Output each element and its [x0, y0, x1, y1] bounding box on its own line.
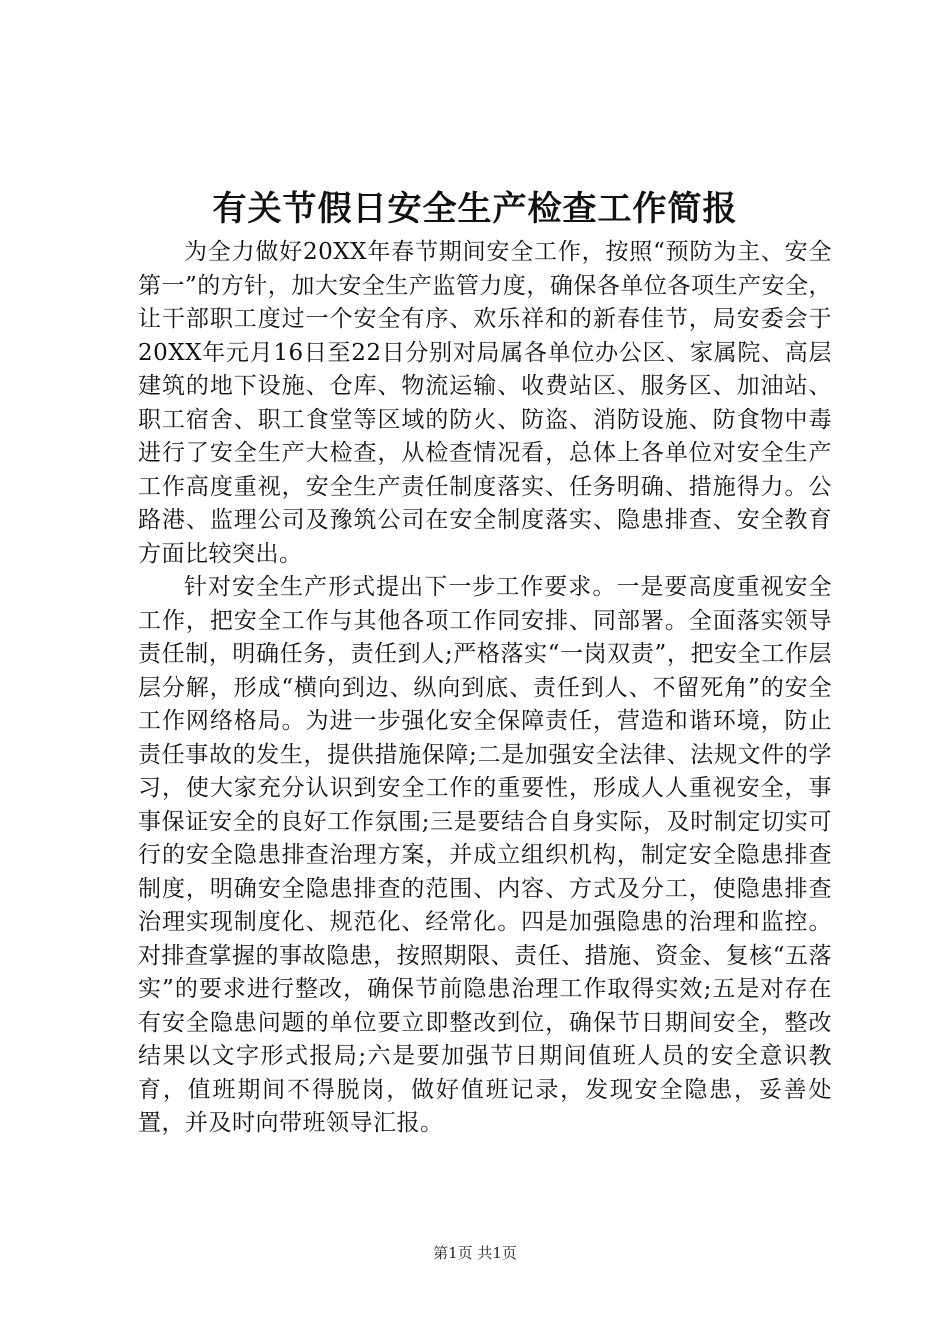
paragraph-2: 针对安全生产形式提出下一步工作要求。一是要高度重视安全工作，把安全工作与其他各项工作同安排、同部署。全面落实领导责任制，明确任务，责任到人;严格落实“一岗双责”，把安全工作层层分解，形成“横向到边、纵向到底、责任到人、不留死角”的安全工作网络格局。为进一步强化安全保障责任，营造和谐环境，防止责任事故的发生，提供措施保障;二是加强安全法律、法规文件的学习，使大家充分认识到安全工作的重要性，形成人人重视安全，事事保证安全的良好工作氛围;三是要结合自身实际，及时制定切实可行的安全隐患排查治理方案，并成立组织机构，制定安全隐患排查制度，明确安全隐患排查的范围、内容、方式及分工，使隐患排查治理实现制度化、规范化、经常化。四是加强隐患的治理和监控。对排查掌握的事故隐患，按照期限、责任、措施、资金、复核“五落实”的要求进行整改，确保节前隐患治理工作取得实效;五是对存在有安全隐患问题的单位要立即整改到位，确保节日期间安全，整改结果以文字形式报局;六是要加强节日期间值班人员的安全意识教育，值班期间不得脱岗，做好值班记录，发现安全隐患，妥善处置，并及时向带班领导汇报。: [138, 574, 832, 1136]
paragraph-1: 为全力做好20XX年春节期间安全工作，按照“预防为主、安全第一”的方针，加大安全生产监管力度，确保各单位各项生产安全，让干部职工度过一个安全有序、欢乐祥和的新春佳节，局安委会于20XX年元月16日至22日分别对局属各单位办公区、家属院、高层建筑的地下设施、仓库、物流运输、收费站区、服务区、加油站、职工宿舍、职工食堂等区域的防火、防盗、消防设施、防食物中毒进行了安全生产大检查，从检查情况看，总体上各单位对安全生产工作高度重视，安全生产责任制度落实、任务明确、措施得力。公路港、监理公司及豫筑公司在安全制度落实、隐患排查、安全教育方面比较突出。: [138, 239, 832, 567]
page-footer: 第1页 共1页: [433, 1244, 517, 1262]
page-title: 有关节假日安全生产检查工作简报: [212, 189, 738, 229]
document-body: [138, 236, 832, 1141]
